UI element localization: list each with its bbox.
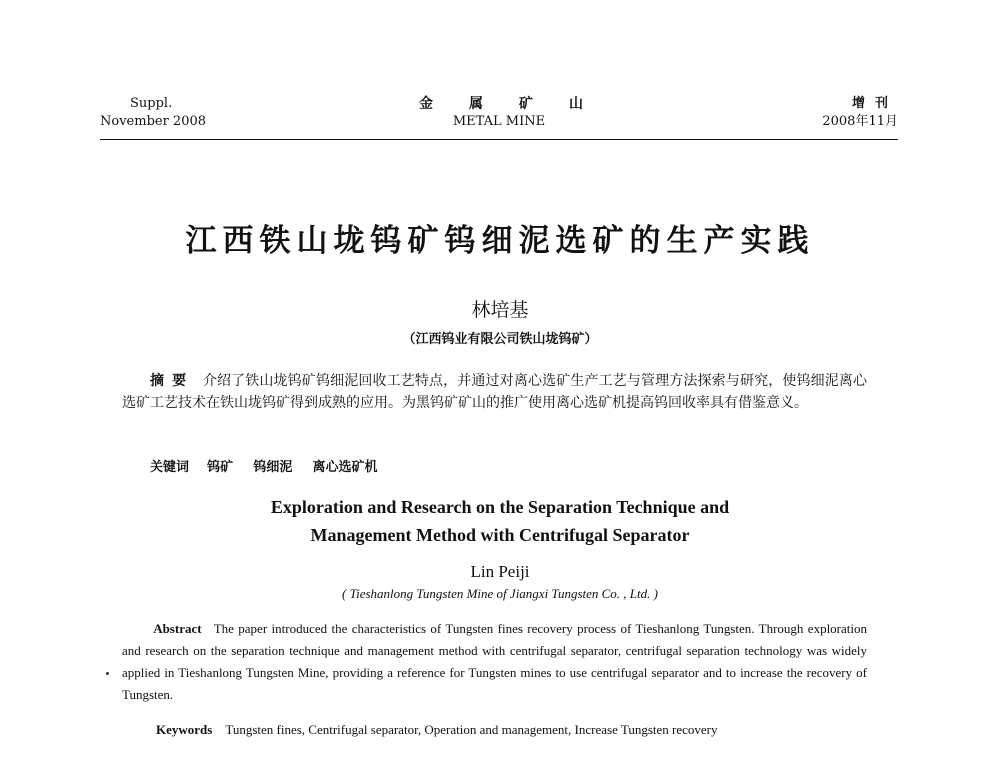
abstract-cn-label: 摘要 xyxy=(150,373,195,389)
keywords-cn-label: 关键词 xyxy=(150,460,190,475)
abstract-en xyxy=(122,618,867,706)
title-en xyxy=(0,493,1000,549)
title-en-line2: Management Method with Centrifugal Separator xyxy=(310,525,690,545)
author-cn: 林培基 xyxy=(471,299,529,321)
header-right xyxy=(822,95,898,131)
affiliation-en: ( Tieshanlong Tungsten Mine of Jiangxi Tungsten Co. , Ltd. ) xyxy=(342,586,658,601)
scan-speck xyxy=(106,672,109,675)
abstract-cn-text: 介绍了铁山垅钨矿钨细泥回收工艺特点，并通过对离心选矿生产工艺与管理方法探索与研究，使钨细泥离心选矿工艺技术在铁山垅钨矿得到成熟的应用。为黑钨矿矿山的推广使用离心选矿机提高钨回收率具有借鉴意义。 xyxy=(122,373,868,411)
abstract-cn xyxy=(122,370,867,414)
author-en: Lin Peiji xyxy=(470,562,530,581)
keyword-cn: 钨细泥 xyxy=(253,460,293,475)
journal-name-cn: 金属矿山 xyxy=(419,96,619,112)
keywords-en-label: Keywords xyxy=(156,722,213,737)
supplement-label-cn: 增刊 xyxy=(851,96,898,111)
supplement-label: Suppl. xyxy=(130,96,173,111)
keywords-en xyxy=(156,722,718,738)
affiliation-cn: （江西钨业有限公司铁山垅钨矿） xyxy=(402,332,598,347)
keywords-en-text: Tungsten fines, Centrifugal separator, Operation and management, Increase Tungsten recovery xyxy=(225,722,718,737)
keyword-cn: 离心选矿机 xyxy=(312,460,378,475)
title-cn: 江西铁山垅钨矿钨细泥选矿的生产实践 xyxy=(185,223,815,259)
issue-date-cn: 2008年11月 xyxy=(822,114,898,129)
title-en-line1: Exploration and Research on the Separation Technique and xyxy=(270,497,730,517)
issue-date-en: November 2008 xyxy=(100,114,207,129)
keyword-cn: 钨矿 xyxy=(207,460,234,475)
running-header xyxy=(100,95,898,141)
abstract-en-text: The paper introduced the characteristics of Tungsten fines recovery process of Tieshanlong Tungsten. Through exploration and research on the separation technique and management method with centrifugal separator, centrifugal separation technology was widely applied in Tieshanlong Tungsten Mine, providing a reference for Tungsten mines to use centrifugal separator and to increase the recovery of Tungsten. xyxy=(122,621,868,702)
journal-name-en: METAL MINE xyxy=(452,114,546,129)
header-center xyxy=(100,95,898,131)
keywords-cn xyxy=(150,456,393,475)
header-rule xyxy=(100,139,898,140)
abstract-en-label: Abstract xyxy=(153,621,202,636)
